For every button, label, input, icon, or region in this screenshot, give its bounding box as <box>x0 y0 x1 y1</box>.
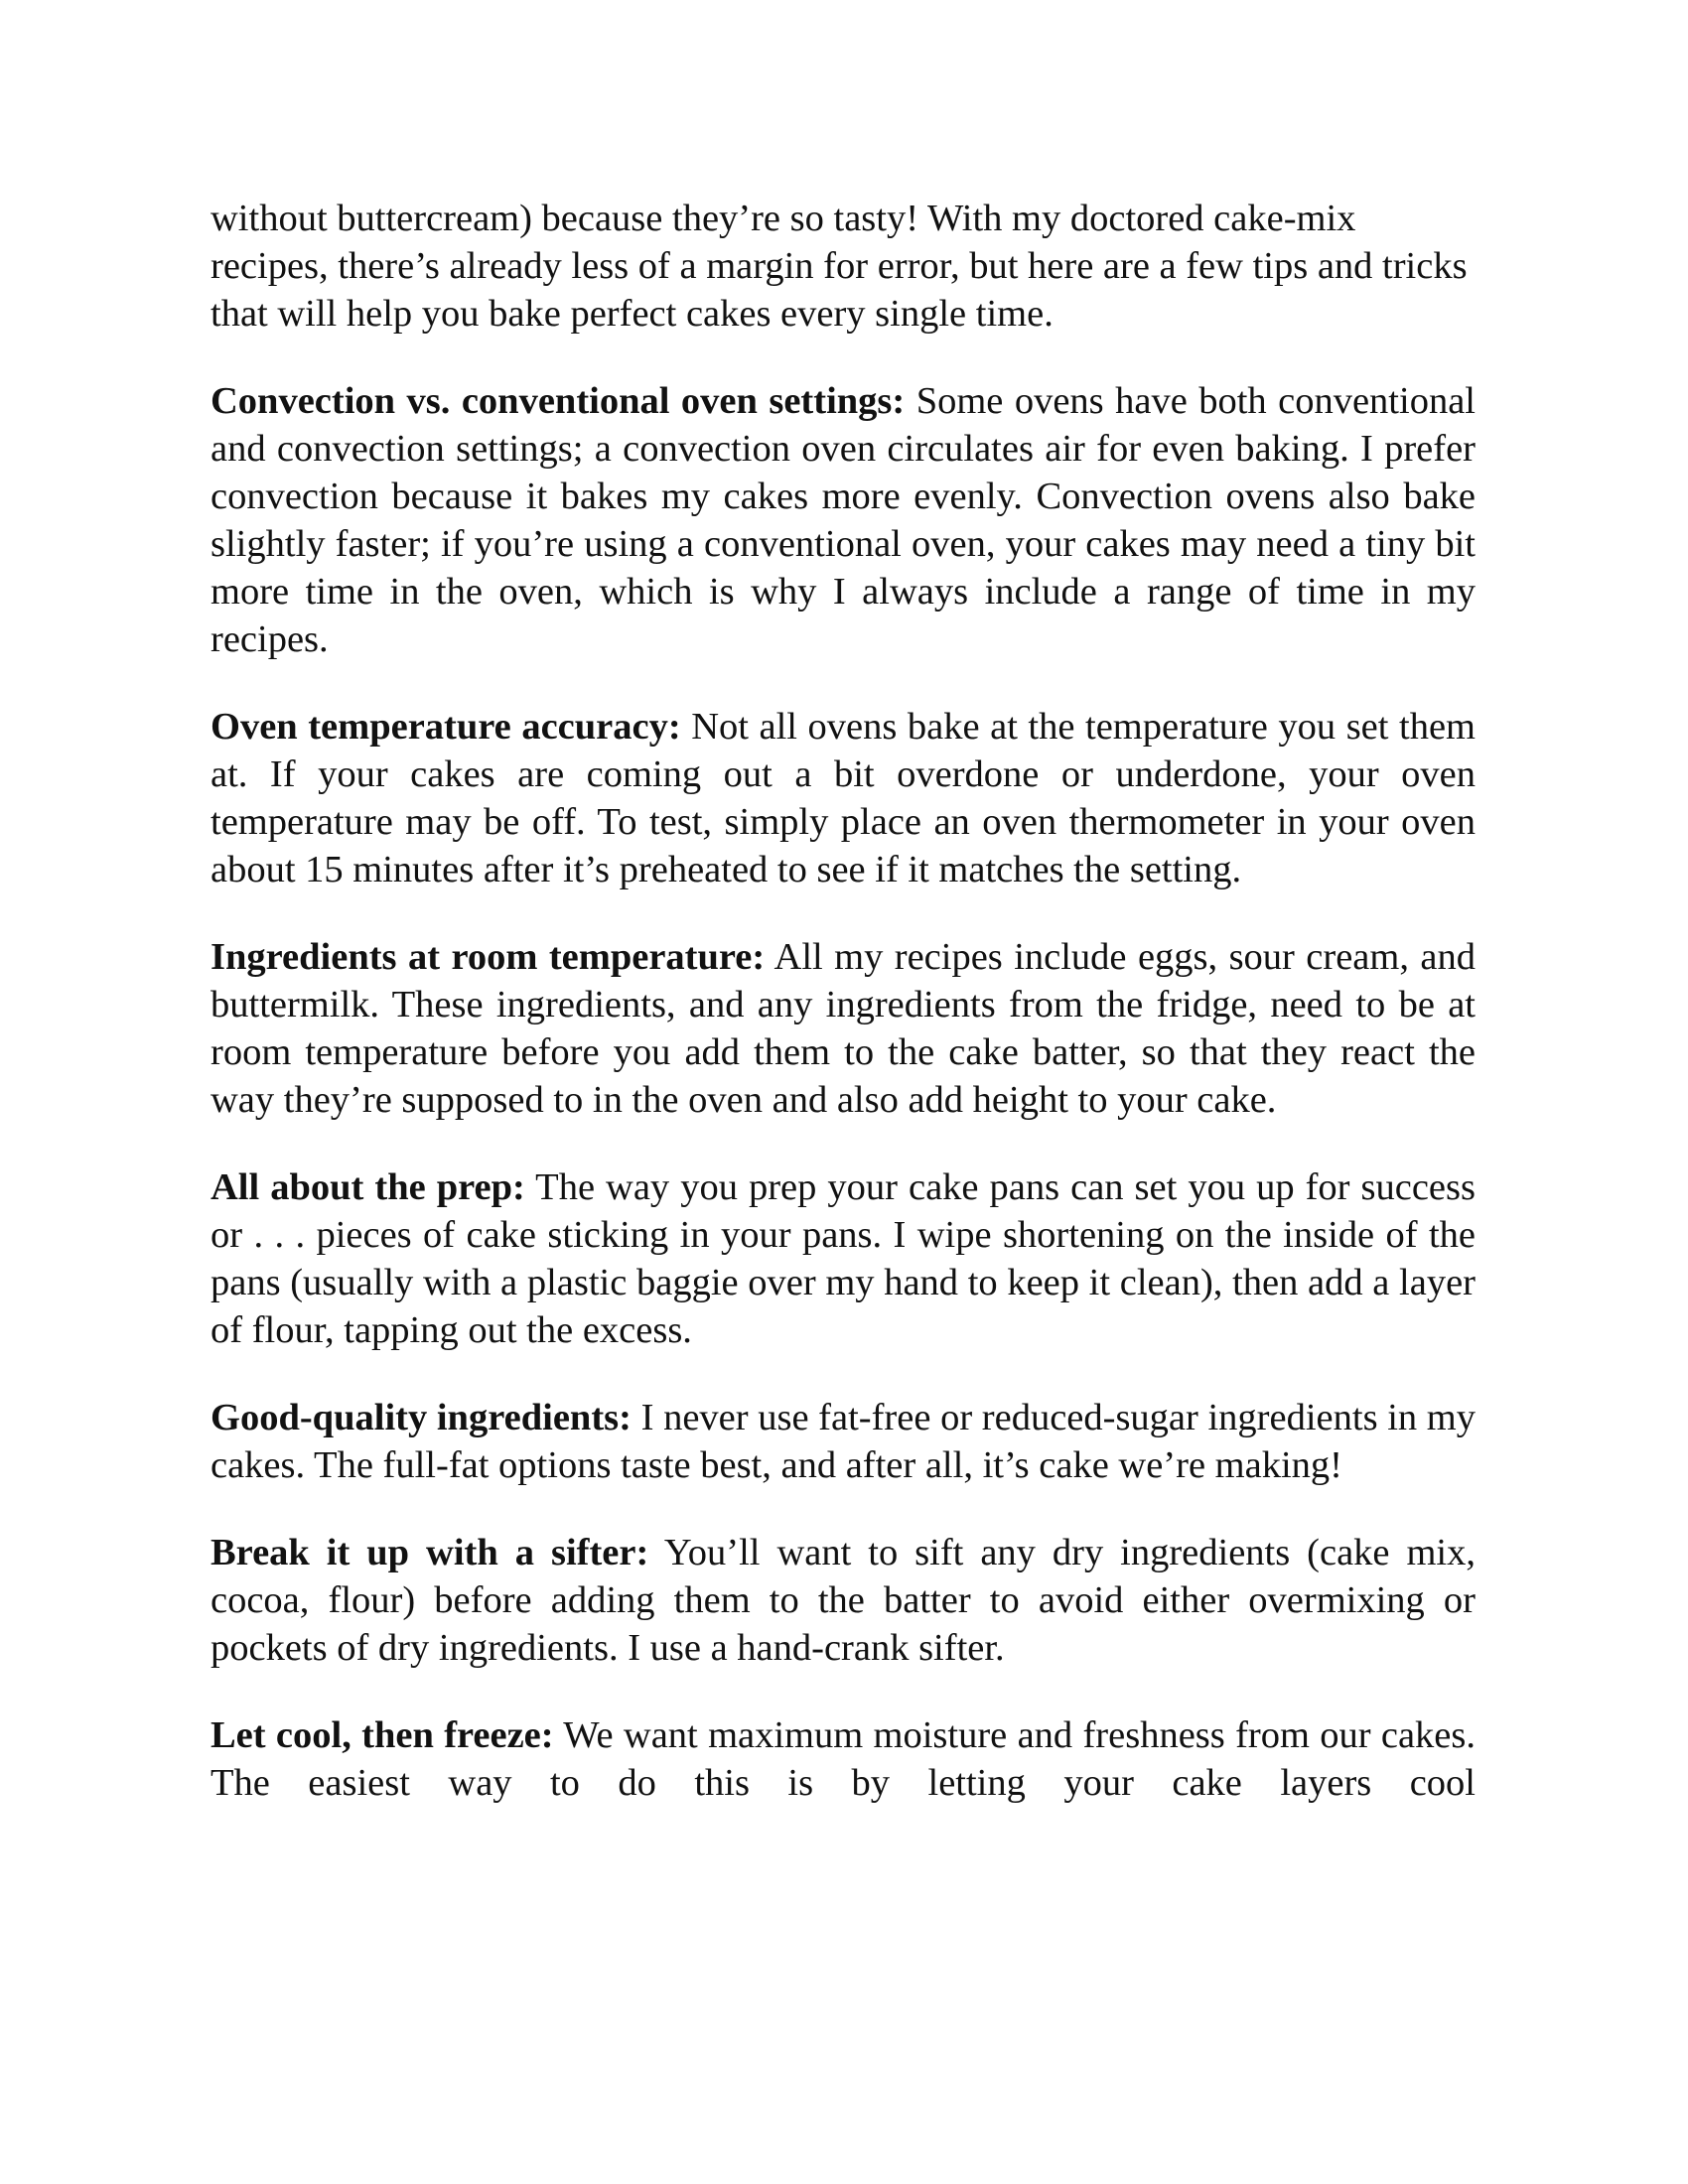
tip-body: Not all ovens bake at the temperature you set them at. If your cakes are coming out a bit overdone or underdone, your oven temperature may be off. To test, simply place an oven thermometer in your oven about 15 minutes after it’s preheated to see if it matches the setting. <box>211 706 1476 890</box>
tip-quality-ingredients <box>211 1394 1476 1489</box>
tip-body: All my recipes include eggs, sour cream, and buttermilk. These ingredients, and any ingredients from the fridge, need to be at room temperature before you add them to the cake batter, so that they react the way they’re supposed to in the oven and also add height to your cake. <box>211 936 1476 1121</box>
tip-heading: Break it up with a sifter: <box>211 1532 649 1573</box>
tip-room-temperature <box>211 933 1476 1124</box>
tip-heading: All about the prep: <box>211 1166 525 1208</box>
tip-heading: Oven temperature accuracy: <box>211 706 681 748</box>
tip-body: Some ovens have both conventional and convection settings; a convection oven circulates air for even baking. I prefer convection because it bakes my cakes more evenly. Convection ovens also bake slightly faster; if you’re using a conventional oven, your cakes may need a tiny bit more time in the oven, which is why I always include a range of time in my recipes. <box>211 380 1476 660</box>
tip-body: You’ll want to sift any dry ingredients (cake mix, cocoa, flour) before adding them to the batter to avoid either overmixing or pockets of dry ingredients. I use a hand-crank sifter. <box>211 1532 1477 1669</box>
tip-prep <box>211 1163 1476 1354</box>
tip-heading: Good-quality ingredients: <box>211 1397 632 1438</box>
tip-oven-temperature <box>211 703 1476 893</box>
tip-heading: Convection vs. conventional oven settings: <box>211 380 906 422</box>
tip-body: We want maximum moisture and freshness from our cakes. The easiest way to do this is by letting your cake layers cool <box>211 1714 1476 1804</box>
page-content <box>211 195 1476 1807</box>
tip-convection <box>211 377 1476 663</box>
intro-paragraph: without buttercream) because they’re so tasty! With my doctored cake-mix recipes, there’s already less of a margin for error, but here are a few tips and tricks that will help you bake perfect cakes every single time. <box>211 198 1468 335</box>
tip-cool-freeze <box>211 1711 1476 1807</box>
tip-sifter <box>211 1529 1476 1672</box>
tip-heading: Let cool, then freeze: <box>211 1714 554 1756</box>
tip-body: I never use fat-free or reduced-sugar ingredients in my cakes. The full-fat options taste best, and after all, it’s cake we’re making! <box>211 1397 1476 1486</box>
tip-body: The way you prep your cake pans can set you up for success or . . . pieces of cake sticking in your pans. I wipe shortening on the inside of the pans (usually with a plastic baggie over my hand to keep it clean), then add a layer of flour, tapping out the excess. <box>211 1166 1476 1351</box>
tip-heading: Ingredients at room temperature: <box>211 936 766 978</box>
